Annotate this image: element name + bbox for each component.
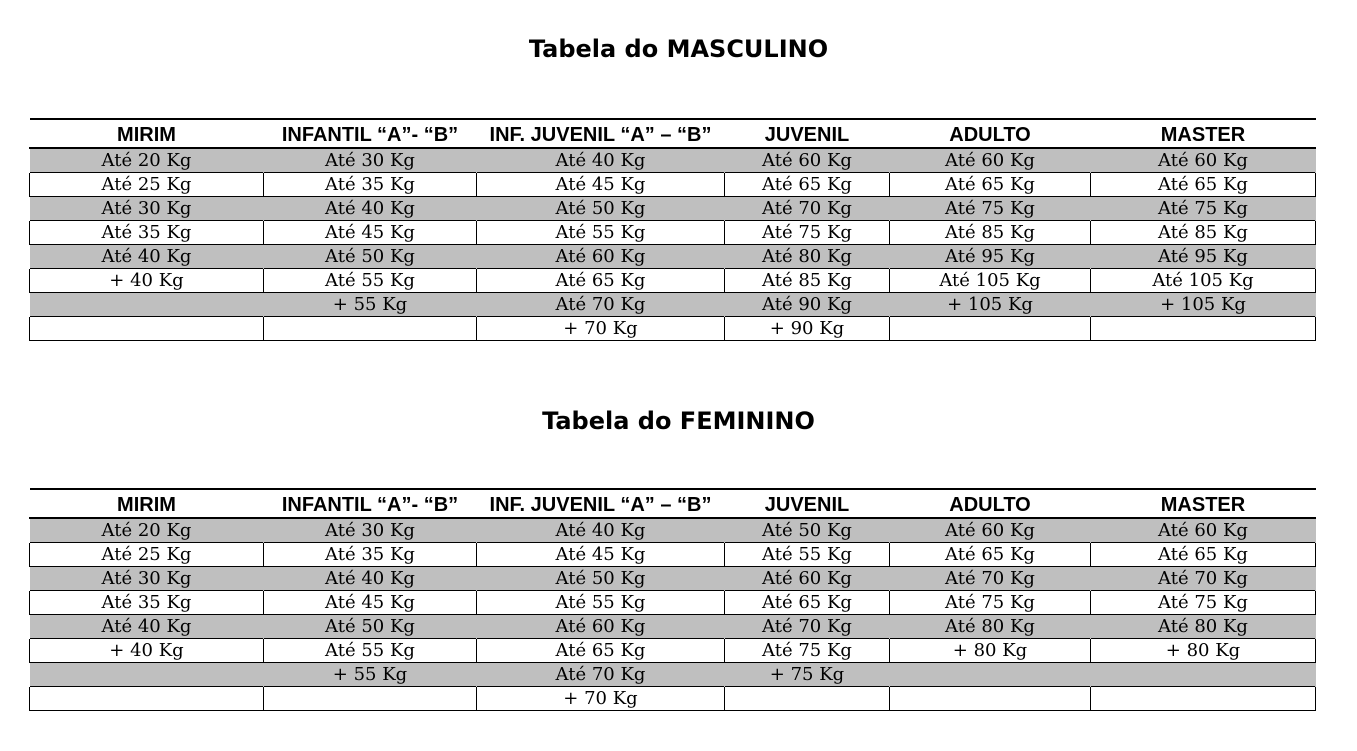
table-cell bbox=[890, 317, 1091, 341]
masculino-title: Tabela do MASCULINO bbox=[528, 35, 829, 63]
table-cell: Até 90 Kg bbox=[725, 293, 890, 317]
table-row bbox=[30, 687, 1316, 711]
feminino-header-cell: ADULTO bbox=[890, 489, 1091, 518]
table-cell: Até 30 Kg bbox=[264, 518, 477, 543]
table-cell: Até 65 Kg bbox=[477, 639, 725, 663]
table-cell: Até 40 Kg bbox=[30, 245, 264, 269]
feminino-header-row bbox=[30, 489, 1316, 518]
feminino-weight-table bbox=[29, 488, 1316, 711]
table-cell: Até 60 Kg bbox=[477, 245, 725, 269]
table-cell: Até 60 Kg bbox=[725, 567, 890, 591]
table-cell: Até 60 Kg bbox=[1091, 518, 1316, 543]
table-cell: Até 70 Kg bbox=[890, 567, 1091, 591]
table-cell bbox=[725, 687, 890, 711]
table-cell: + 105 Kg bbox=[890, 293, 1091, 317]
table-cell: Até 75 Kg bbox=[890, 197, 1091, 221]
table-row bbox=[30, 615, 1316, 639]
table-cell: Até 70 Kg bbox=[477, 663, 725, 687]
table-cell: + 90 Kg bbox=[725, 317, 890, 341]
table-cell: Até 75 Kg bbox=[1091, 591, 1316, 615]
table-cell: Até 45 Kg bbox=[264, 591, 477, 615]
table-cell: Até 30 Kg bbox=[30, 197, 264, 221]
table-cell bbox=[30, 663, 264, 687]
masculino-table-wrap bbox=[29, 118, 1315, 341]
masculino-header-cell: ADULTO bbox=[890, 119, 1091, 148]
table-cell: Até 80 Kg bbox=[1091, 615, 1316, 639]
table-cell: Até 35 Kg bbox=[30, 591, 264, 615]
table-cell: Até 75 Kg bbox=[725, 639, 890, 663]
table-row bbox=[30, 663, 1316, 687]
table-cell: Até 50 Kg bbox=[477, 197, 725, 221]
table-cell: Até 40 Kg bbox=[264, 197, 477, 221]
table-cell: + 80 Kg bbox=[1091, 639, 1316, 663]
table-cell bbox=[890, 663, 1091, 687]
table-cell: Até 65 Kg bbox=[1091, 173, 1316, 197]
table-cell: Até 95 Kg bbox=[1091, 245, 1316, 269]
table-cell: Até 40 Kg bbox=[477, 518, 725, 543]
table-row bbox=[30, 148, 1316, 173]
table-cell: Até 55 Kg bbox=[264, 639, 477, 663]
table-cell bbox=[1091, 663, 1316, 687]
table-cell bbox=[890, 687, 1091, 711]
table-cell: + 55 Kg bbox=[264, 663, 477, 687]
feminino-header-cell: MIRIM bbox=[30, 489, 264, 518]
table-row bbox=[30, 293, 1316, 317]
table-cell: Até 75 Kg bbox=[890, 591, 1091, 615]
table-cell: + 70 Kg bbox=[477, 317, 725, 341]
table-cell: Até 65 Kg bbox=[477, 269, 725, 293]
feminino-header-cell: INF. JUVENIL “A” – “B” bbox=[477, 489, 725, 518]
table-cell: Até 60 Kg bbox=[890, 148, 1091, 173]
table-cell: Até 35 Kg bbox=[264, 543, 477, 567]
table-cell: Até 55 Kg bbox=[264, 269, 477, 293]
table-cell: Até 65 Kg bbox=[890, 173, 1091, 197]
table-cell: Até 65 Kg bbox=[725, 173, 890, 197]
table-cell: + 55 Kg bbox=[264, 293, 477, 317]
masculino-header-cell: INFANTIL “A”- “B” bbox=[264, 119, 477, 148]
table-cell: + 80 Kg bbox=[890, 639, 1091, 663]
table-cell: Até 50 Kg bbox=[264, 615, 477, 639]
table-cell: Até 20 Kg bbox=[30, 148, 264, 173]
table-cell: Até 20 Kg bbox=[30, 518, 264, 543]
table-cell: Até 55 Kg bbox=[725, 543, 890, 567]
table-row bbox=[30, 221, 1316, 245]
table-row bbox=[30, 269, 1316, 293]
table-row bbox=[30, 173, 1316, 197]
table-row bbox=[30, 543, 1316, 567]
table-cell: Até 60 Kg bbox=[477, 615, 725, 639]
table-cell: Até 75 Kg bbox=[725, 221, 890, 245]
table-cell: Até 50 Kg bbox=[725, 518, 890, 543]
table-cell bbox=[1091, 687, 1316, 711]
table-cell: Até 55 Kg bbox=[477, 221, 725, 245]
masculino-header-row bbox=[30, 119, 1316, 148]
table-cell: Até 30 Kg bbox=[264, 148, 477, 173]
table-cell bbox=[30, 317, 264, 341]
feminino-header-cell: MASTER bbox=[1091, 489, 1316, 518]
masculino-weight-table bbox=[29, 118, 1316, 341]
table-cell: Até 80 Kg bbox=[725, 245, 890, 269]
table-cell: Até 65 Kg bbox=[890, 543, 1091, 567]
table-cell: Até 70 Kg bbox=[725, 615, 890, 639]
table-cell: Até 95 Kg bbox=[890, 245, 1091, 269]
feminino-header-cell: INFANTIL “A”- “B” bbox=[264, 489, 477, 518]
table-cell: Até 70 Kg bbox=[1091, 567, 1316, 591]
table-cell bbox=[30, 293, 264, 317]
table-cell: + 105 Kg bbox=[1091, 293, 1316, 317]
table-cell: Até 70 Kg bbox=[477, 293, 725, 317]
table-row bbox=[30, 317, 1316, 341]
table-cell: + 70 Kg bbox=[477, 687, 725, 711]
table-row bbox=[30, 245, 1316, 269]
table-cell bbox=[1091, 317, 1316, 341]
table-cell: Até 35 Kg bbox=[30, 221, 264, 245]
table-cell: Até 85 Kg bbox=[1091, 221, 1316, 245]
table-cell: + 40 Kg bbox=[30, 269, 264, 293]
table-cell bbox=[264, 317, 477, 341]
table-cell: Até 85 Kg bbox=[725, 269, 890, 293]
masculino-header-cell: MASTER bbox=[1091, 119, 1316, 148]
table-cell: Até 45 Kg bbox=[477, 543, 725, 567]
feminino-table-wrap bbox=[29, 488, 1315, 711]
masculino-table-body bbox=[30, 148, 1316, 341]
table-cell: Até 75 Kg bbox=[1091, 197, 1316, 221]
table-cell: Até 60 Kg bbox=[725, 148, 890, 173]
table-cell: Até 55 Kg bbox=[477, 591, 725, 615]
table-cell: Até 25 Kg bbox=[30, 543, 264, 567]
table-cell: Até 35 Kg bbox=[264, 173, 477, 197]
feminino-header-cell: JUVENIL bbox=[725, 489, 890, 518]
table-cell: Até 50 Kg bbox=[477, 567, 725, 591]
table-cell: Até 85 Kg bbox=[890, 221, 1091, 245]
table-cell: Até 105 Kg bbox=[1091, 269, 1316, 293]
table-cell: Até 105 Kg bbox=[890, 269, 1091, 293]
table-cell bbox=[30, 687, 264, 711]
masculino-header-cell: MIRIM bbox=[30, 119, 264, 148]
table-cell: Até 30 Kg bbox=[30, 567, 264, 591]
table-cell: Até 60 Kg bbox=[890, 518, 1091, 543]
table-cell: Até 60 Kg bbox=[1091, 148, 1316, 173]
table-cell: + 75 Kg bbox=[725, 663, 890, 687]
table-cell: Até 65 Kg bbox=[1091, 543, 1316, 567]
table-cell: Até 40 Kg bbox=[477, 148, 725, 173]
table-cell bbox=[264, 687, 477, 711]
feminino-table-body bbox=[30, 518, 1316, 711]
table-row bbox=[30, 591, 1316, 615]
table-cell: + 40 Kg bbox=[30, 639, 264, 663]
table-cell: Até 40 Kg bbox=[264, 567, 477, 591]
masculino-header-cell: INF. JUVENIL “A” – “B” bbox=[477, 119, 725, 148]
table-cell: Até 40 Kg bbox=[30, 615, 264, 639]
table-row bbox=[30, 567, 1316, 591]
feminino-title: Tabela do FEMININO bbox=[542, 407, 815, 435]
table-row bbox=[30, 639, 1316, 663]
masculino-header-cell: JUVENIL bbox=[725, 119, 890, 148]
table-row bbox=[30, 197, 1316, 221]
table-row bbox=[30, 518, 1316, 543]
table-cell: Até 45 Kg bbox=[477, 173, 725, 197]
table-cell: Até 45 Kg bbox=[264, 221, 477, 245]
table-cell: Até 65 Kg bbox=[725, 591, 890, 615]
table-cell: Até 80 Kg bbox=[890, 615, 1091, 639]
table-cell: Até 70 Kg bbox=[725, 197, 890, 221]
table-cell: Até 25 Kg bbox=[30, 173, 264, 197]
table-cell: Até 50 Kg bbox=[264, 245, 477, 269]
